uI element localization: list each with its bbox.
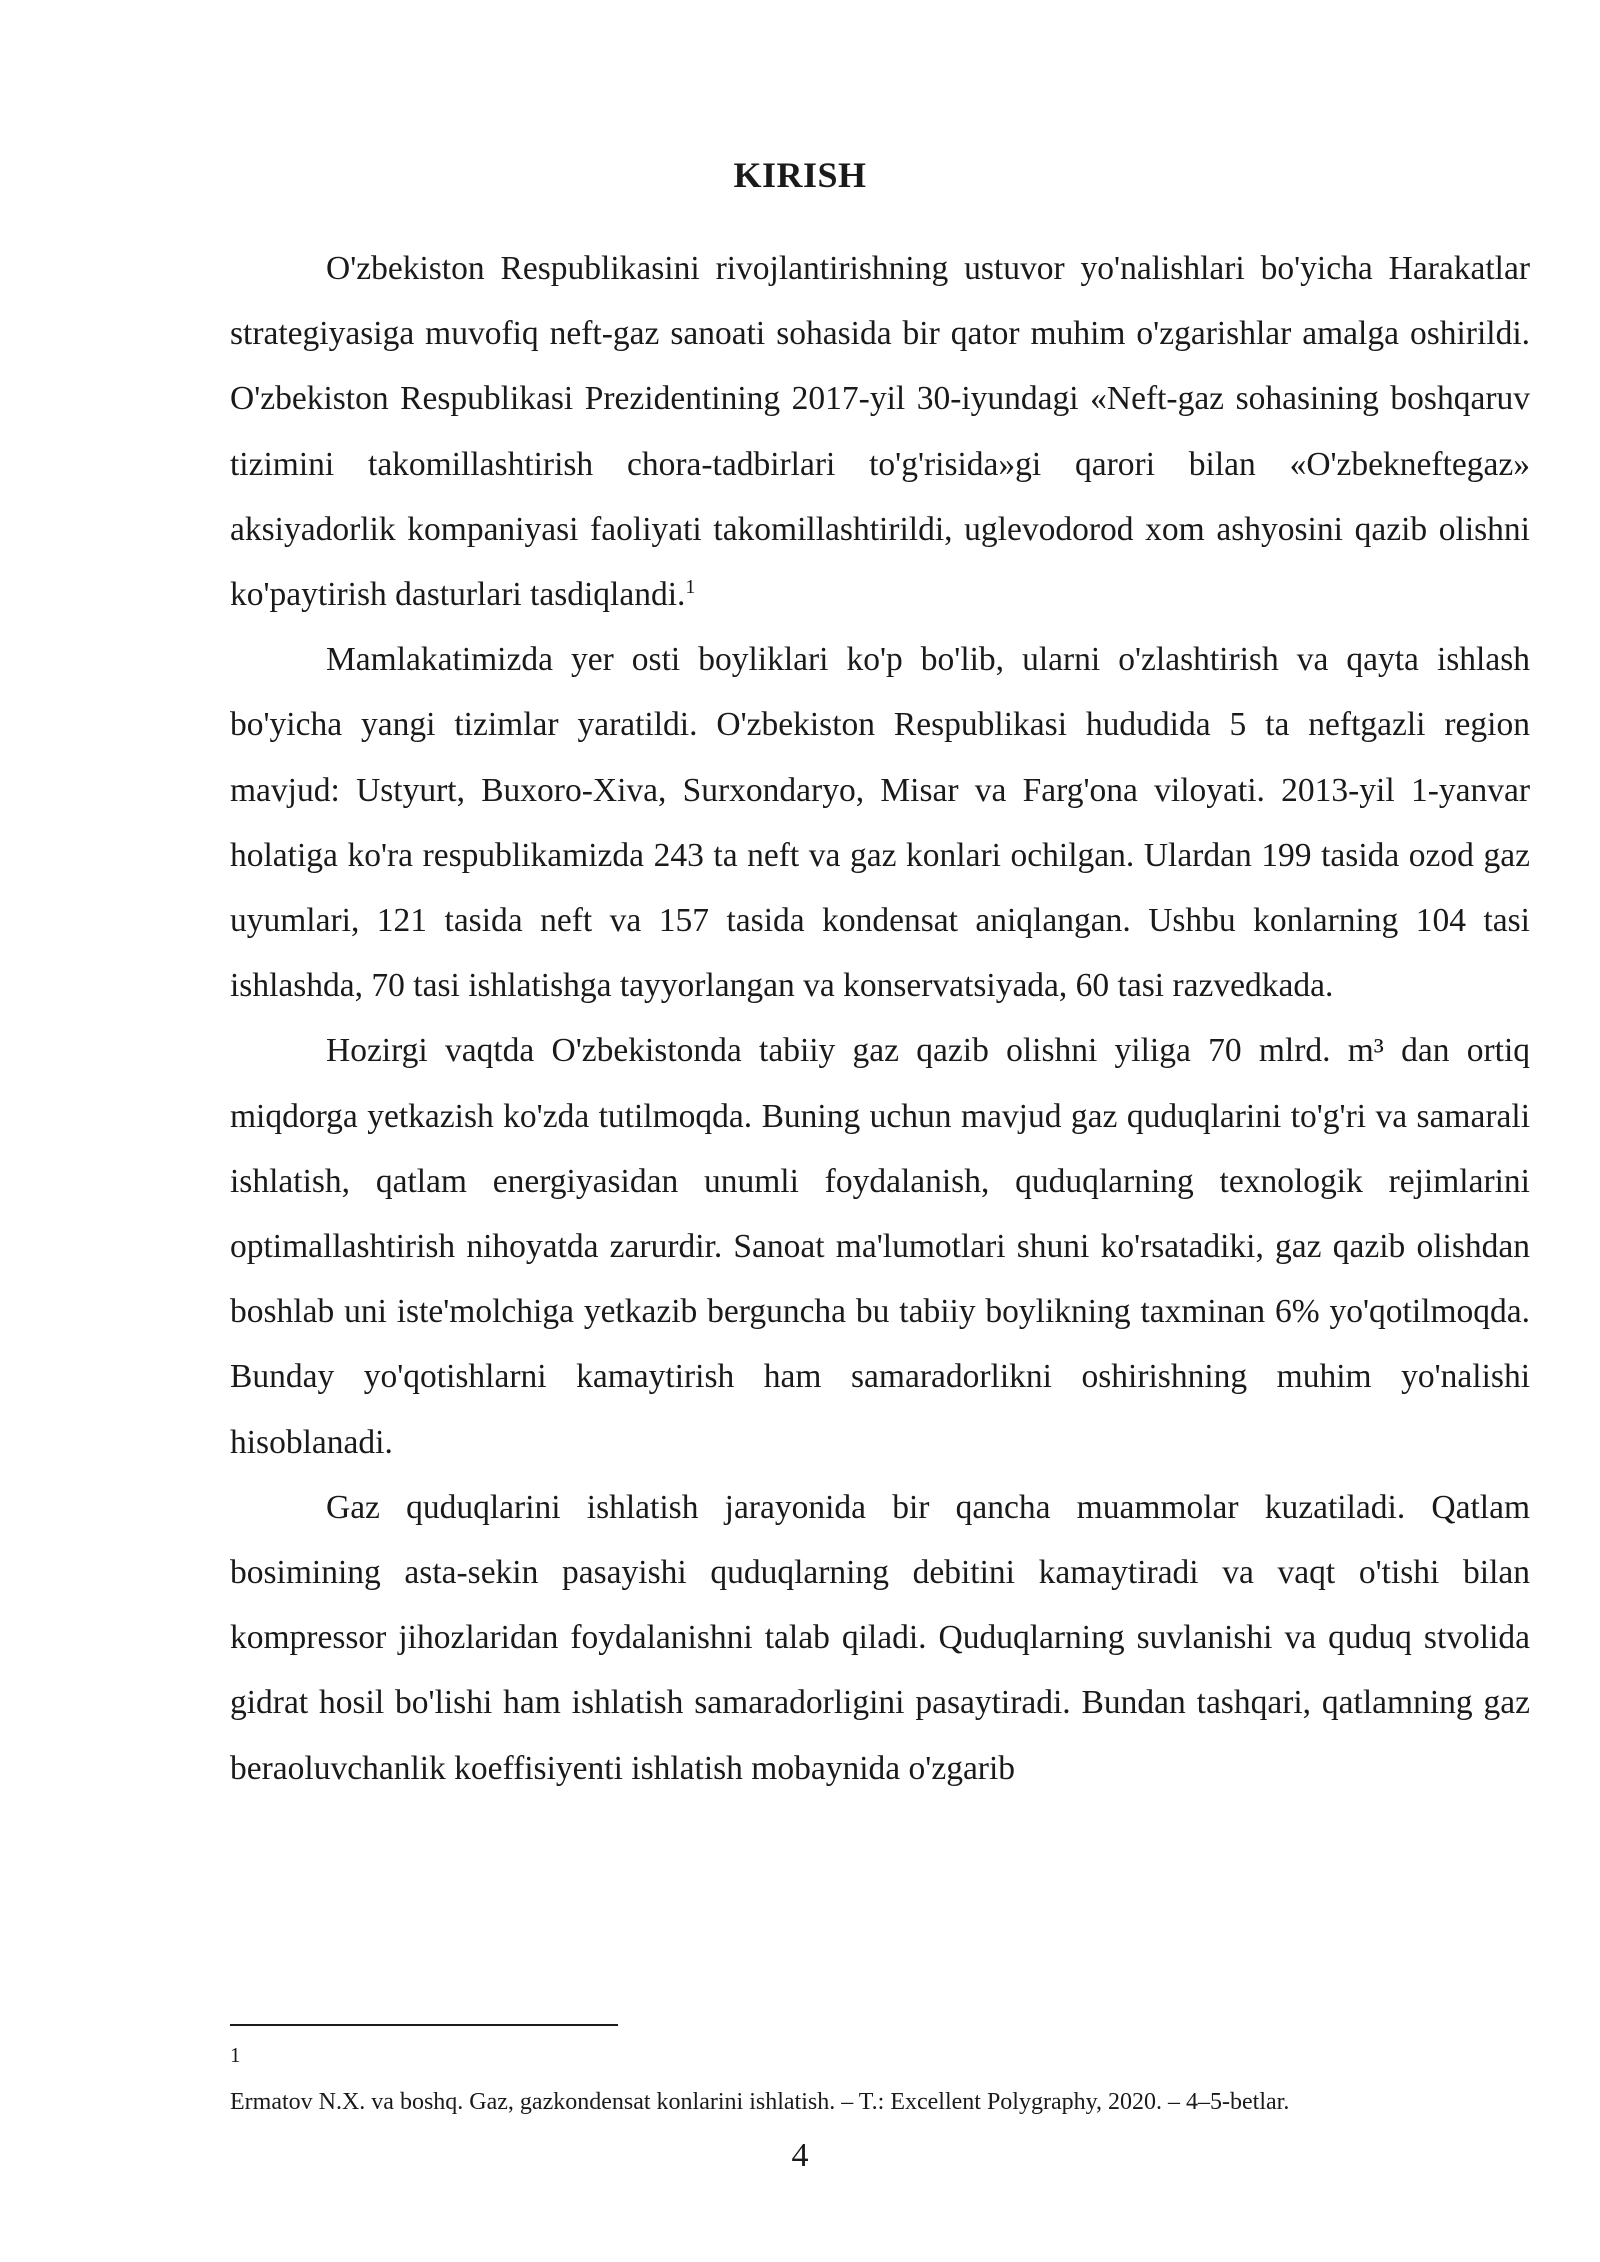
- paragraph: [230, 1018, 1530, 1474]
- paragraph: [230, 236, 1530, 627]
- paragraph: [230, 1475, 1530, 1801]
- footnote-separator: [230, 2024, 618, 2026]
- paragraph: [230, 627, 1530, 1018]
- footnote-reference[interactable]: 1: [685, 575, 696, 598]
- paragraph-text: Gaz quduqlarini ishlatish jarayonida bir qancha muammolar kuzatiladi. Qatlam bosimining asta-sekin pasayishi quduqlarning debitini kamaytiradi va vaqt o'tishi bilan kompressor jihozlaridan foydalanishni talab qiladi. Quduqlarning suvlanishi va quduq stvolida gidrat hosil bo'lishi ham ishlatish samaradorligini pasaytiradi. Bundan tashqari, qatlamning gaz beraoluvchanlik koeffisiyenti ishlatish mobaynida o'zgarib: [230, 1488, 1530, 1787]
- paragraph-text: Hozirgi vaqtda O'zbekistonda tabiiy gaz qazib olishni yiliga 70 mlrd. m³ dan ortiq miqdorga yetkazish ko'zda tutilmoqda. Buning uchun mavjud gaz quduqlarini to'g'ri va samarali ishlatish, qatlam energiyasidan unumli foydalanish, quduqlarning texnologik rejimlarini optimallashtirish nihoyatda zarurdir. Sanoat ma'lumotlari shuni ko'rsatadiki, gaz qazib olishdan boshlab uni iste'molchiga yetkazib berguncha bu tabiiy boylikning taxminan 6% yo'qotilmoqda. Bunday yo'qotishlarni kamaytirish ham samaradorlikni oshirishning muhim yo'nalishi hisoblanadi.: [230, 1032, 1530, 1461]
- page-number: 4: [791, 2137, 809, 2174]
- paragraph-text: Mamlakatimizda yer osti boyliklari ko'p bo'lib, ularni o'zlashtirish va qayta ishlash bo'yicha yangi tizimlar yaratildi. O'zbekiston Respublikasi hududida 5 ta neftgazli region mavjud: Ustyurt, Buxoro-Xiva, Surxondaryo, Misar va Farg'ona viloyati. 2013-yil 1-yanvar holatiga ko'ra respublikamizda 243 ta neft va gaz konlari ochilgan. Ulardan 199 tasida ozod gaz uyumlari, 121 tasida neft va 157 tasida kondensat aniqlangan. Ushbu konlarning 104 tasi ishlashda, 70 tasi ishlatishga tayyorlangan va konservatsiyada, 60 tasi razvedkada.: [230, 641, 1530, 1005]
- body-text: [230, 236, 1530, 1801]
- footnote-number: 1: [230, 2043, 241, 2067]
- paragraph-text: O'zbekiston Respublikasini rivojlantirishning ustuvor yo'nalishlari bo'yicha Harakatlar strategiyasiga muvofiq neft-gaz sanoati sohasida bir qator muhim o'zgarishlar amalga oshirildi. O'zbekiston Respublikasi Prezidentining 2017-yil 30-iyundagi «Neft-gaz sohasining boshqaruv tizimini takomillashtirish chora-tadbirlari to'g'risida»gi qarori bilan «O'zbekneftegaz» aksiyadorlik kompaniyasi faoliyati takomillashtirildi, uglevodorod xom ashyosini qazib olishni ko'paytirish dasturlari tasdiqlandi.: [230, 250, 1530, 614]
- section-heading: KIRISH: [733, 155, 867, 195]
- footnote-text: Ermatov N.X. va boshq. Gaz, gazkondensat konlarini ishlatish. – T.: Excellent Polygraphy, 2020. – 4–5-betlar.: [230, 2089, 1290, 2115]
